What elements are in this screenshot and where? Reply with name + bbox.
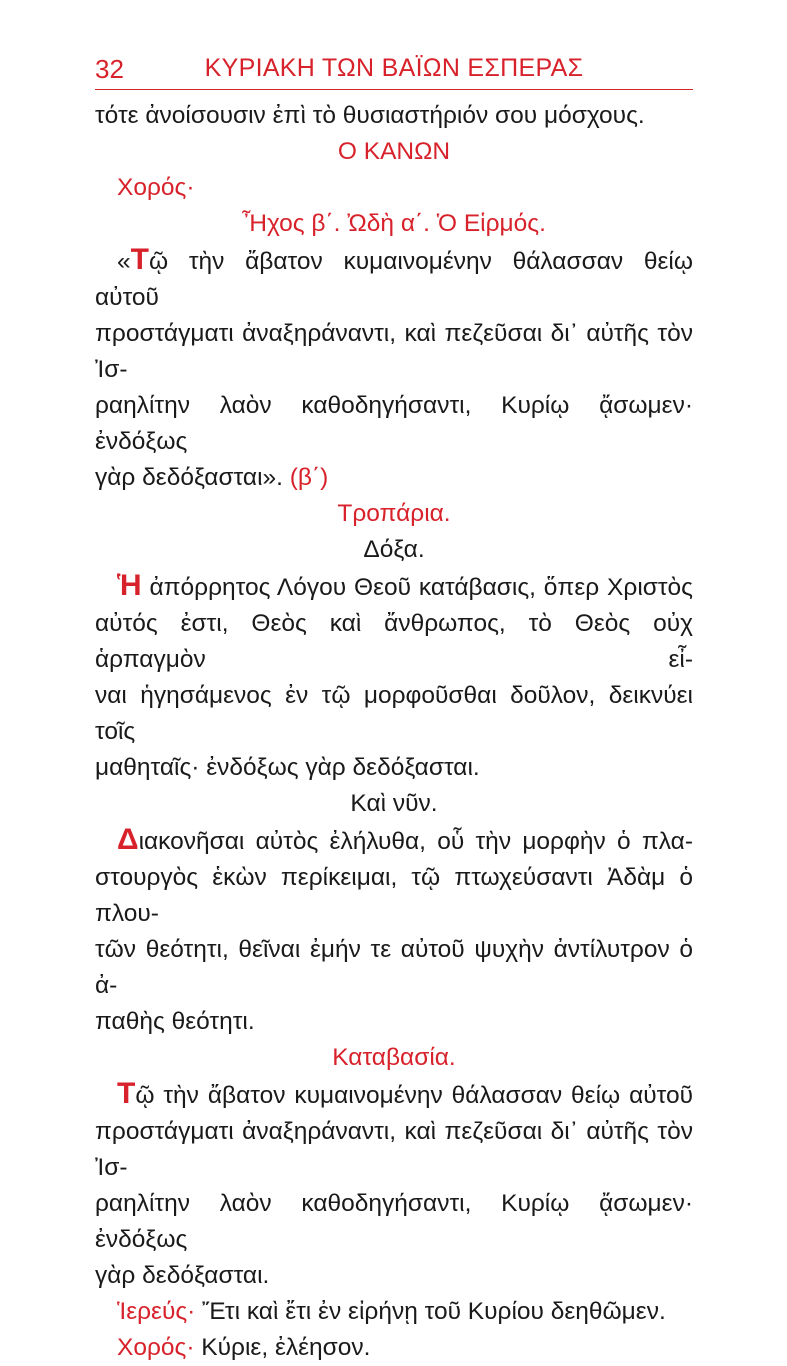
page-number: 32 <box>95 54 124 84</box>
katavasia-initial: Τ <box>117 1077 136 1110</box>
troparion-line: μαθηταῖς· ἐνδόξως γὰρ δεδόξασται. <box>95 754 480 781</box>
priest-label: Ἱερεύς· <box>117 1298 196 1325</box>
repeat-mark: (β΄) <box>289 464 329 491</box>
heirmos-line: γὰρ δεδόξασται». (β΄) <box>95 464 329 491</box>
troparion-line: αὐτός ἐστι, Θεὸς καὶ ἄνθρωπος, τὸ Θεὸς οὐχ ἁρπαγμὸν εἶ- <box>95 610 693 673</box>
header-rule <box>95 89 693 91</box>
heirmos-line: ραηλίτην λαὸν καθοδηγήσαντι, Κυρίῳ ᾄσωμεν· ἐνδόξως <box>95 392 693 455</box>
katavasia-line: ραηλίτην λαὸν καθοδηγήσαντι, Κυρίῳ ᾄσωμεν· ἐνδόξως <box>95 1190 693 1253</box>
open-quote: « <box>117 248 131 275</box>
theotokion-line: τῶν θεότητι, θεῖναι ἐμήν τε αὐτοῦ ψυχὴν ἀντίλυτρον ὁ ἀ- <box>95 936 693 999</box>
troparion-paragraph <box>95 568 693 786</box>
priest-line <box>95 1294 693 1330</box>
theotokion-line: Διακονῆσαι αὐτὸς ἐλήλυθα, οὗ τὴν μορφὴν ὁ πλα- <box>117 823 693 856</box>
intro-line: τότε ἀνοίσουσιν ἐπὶ τὸ θυσιαστήριόν σου μόσχους. <box>95 102 645 129</box>
katavasia-line: γὰρ δεδόξασται. <box>95 1262 270 1289</box>
katavasia-line: Τῷ τὴν ἄβατον κυμαινομένην θάλασσαν θείῳ αὐτοῦ <box>117 1077 693 1110</box>
doxa-label: Δόξα. <box>363 536 425 563</box>
heirmos-line: προστάγματι ἀναξηράναντι, καὶ πεζεῦσαι δι᾽ αὐτῆς τὸν Ἰσ- <box>95 320 693 383</box>
choir-response <box>95 1330 693 1366</box>
troparia-heading: Τροπάρια. <box>337 500 451 527</box>
heirmos-initial: Τ <box>130 243 149 276</box>
running-title: ΚΥΡΙΑΚΗ ΤΩΝ ΒΑΪΩΝ ΕΣΠΕΡΑΣ <box>204 54 584 82</box>
theotokion-initial: Δ <box>117 823 139 856</box>
katavasia-line: προστάγματι ἀναξηράναντι, καὶ πεζεῦσαι δι᾽ αὐτῆς τὸν Ἰσ- <box>95 1118 693 1181</box>
page-header <box>95 52 693 90</box>
choir-response-label: Χορός· <box>117 1334 195 1361</box>
katavasia-heading: Καταβασία. <box>332 1044 456 1071</box>
kai-nyn-label: Καὶ νῦν. <box>350 790 438 817</box>
choir-label: Χορός· <box>117 174 195 201</box>
priest-text: Ἔτι καὶ ἔτι ἐν εἰρήνῃ τοῦ Κυρίου δεηθῶμεν. <box>195 1298 666 1325</box>
heirmos-line: «Τῷ τὴν ἄβατον κυμαινομένην θάλασσαν θείῳ αὐτοῦ <box>95 243 693 311</box>
troparion-line: ναι ἡγησάμενος ἐν τῷ μορφοῦσθαι δοῦλον, δεικνύει τοῖς <box>95 682 693 745</box>
theotokion-line: παθὴς θεότητι. <box>95 1008 255 1035</box>
troparion-line: Ἡ ἀπόρρητος Λόγου Θεοῦ κατάβασις, ὅπερ Χριστὸς <box>117 569 693 602</box>
text-body <box>95 98 693 1366</box>
canon-heading: Ο ΚΑΝΩΝ <box>337 138 451 165</box>
theotokion-line: στουργὸς ἑκὼν περίκειμαι, τῷ πτωχεύσαντι Ἀδὰμ ὁ πλου- <box>95 864 693 927</box>
choir-response-text: Κύριε, ἐλέησον. <box>194 1334 371 1361</box>
theotokion-paragraph <box>95 822 693 1040</box>
heirmos-paragraph <box>95 242 693 496</box>
tone-heading: Ἦχος β΄. Ὠδὴ α΄. Ὁ Εἱρμός. <box>242 210 546 237</box>
troparion-initial: Ἡ <box>117 569 142 602</box>
katavasia-paragraph <box>95 1076 693 1294</box>
